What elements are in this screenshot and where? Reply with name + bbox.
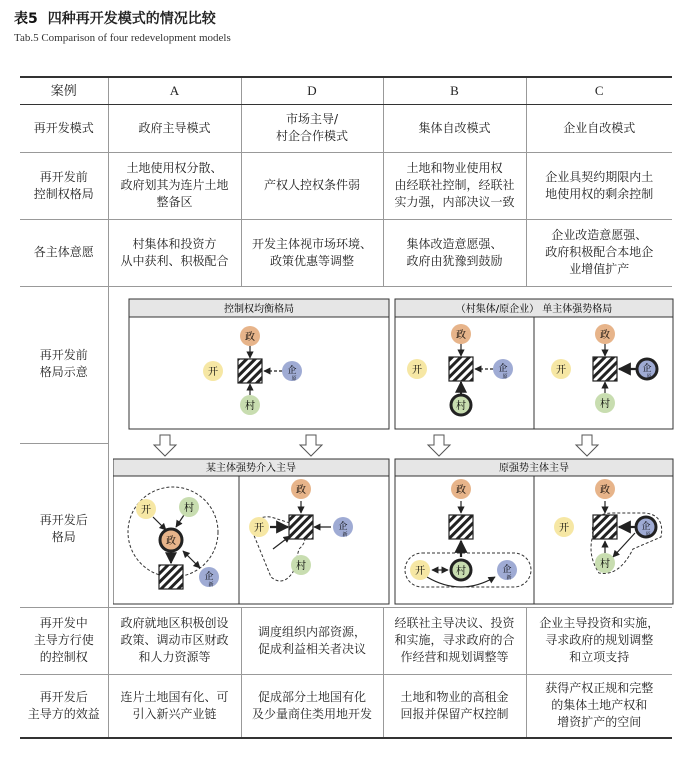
land-parcel-icon (449, 515, 473, 539)
svg-text:开: 开 (253, 522, 264, 534)
svg-text:村: 村 (455, 565, 466, 577)
svg-text:原: 原 (501, 373, 508, 380)
row-label: 再开发前 控制权格局 (20, 152, 108, 219)
svg-text:新: 新 (341, 531, 348, 538)
figure-row (20, 286, 672, 607)
land-parcel-icon (449, 357, 473, 381)
table-cell: 经联社主导决议、投资 和实施，寻求政府的合 作经营和规划调整等 (383, 607, 526, 674)
panel-title-single: （村集体/原企业） 单主体强势格局 (455, 303, 612, 315)
svg-text:开: 开 (555, 364, 566, 376)
table-cell: 政府主导模式 (108, 104, 241, 152)
svg-text:政: 政 (165, 535, 176, 547)
table-row (20, 219, 672, 286)
table-cell: 获得产权正规和完整 的集体土地产权和 增资扩产的空间 (526, 674, 672, 738)
table-cell: 土地和物业使用权 由经联社控制，经联社 实力强，内部决议一致 (383, 152, 526, 219)
figure-row-labels (20, 286, 108, 607)
table-cell: 连片土地国有化、可 引入新兴产业链 (108, 674, 241, 738)
down-arrow-icon (300, 435, 322, 456)
down-arrow-icon (428, 435, 450, 456)
land-parcel-icon (238, 359, 262, 383)
svg-text:原: 原 (645, 373, 652, 380)
table-title-cn: 四种再开发模式的情况比较 (47, 11, 216, 27)
land-parcel-icon (159, 565, 183, 589)
table-cell: 村集体和投资方 从中获利、积极配合 (108, 219, 241, 286)
table-cell: 土地使用权分散、 政府划其为连片土地 整备区 (108, 152, 241, 219)
svg-text:新: 新 (505, 574, 512, 581)
table-cell: 市场主导/ 村企合作模式 (241, 104, 383, 152)
table-cell: 产权人控权条件弱 (241, 152, 383, 219)
transition-arrows (154, 435, 598, 456)
table-cell: 调度组织内部资源， 促成利益相关者决议 (241, 607, 383, 674)
table-cell: 企业主导投资和实施， 寻求政府的规划调整 和立项支持 (526, 607, 672, 674)
header-c: C (526, 77, 672, 104)
svg-text:企: 企 (641, 363, 652, 374)
down-arrow-icon (576, 435, 598, 456)
land-parcel-icon (289, 515, 313, 539)
svg-text:政: 政 (455, 484, 466, 496)
svg-text:村: 村 (244, 400, 255, 412)
svg-text:村: 村 (295, 560, 306, 572)
svg-text:新: 新 (207, 581, 214, 588)
svg-text:村: 村 (183, 502, 194, 514)
svg-text:原: 原 (290, 375, 297, 382)
row-label: 再开发中 主导方行使 的控制权 (20, 607, 108, 674)
table-cell: 企业自改模式 (526, 104, 672, 152)
panel-title-intervention: 某主体强势介入主导 (205, 462, 296, 474)
down-arrow-icon (154, 435, 176, 456)
panel-title-balanced: 控制权均衡格局 (223, 303, 294, 315)
svg-text:村: 村 (455, 400, 466, 412)
header-case: 案例 (20, 77, 108, 104)
table-cell: 企业具契约期限内土 地使用权的剩余控制 (526, 152, 672, 219)
row-label-before: 再开发前 格局示意 (39, 347, 88, 379)
table-cell: 集体自改模式 (383, 104, 526, 152)
svg-text:企: 企 (337, 521, 348, 532)
panel-original-dominant (395, 459, 673, 604)
table-row (20, 607, 672, 674)
redevelopment-diagram (113, 287, 677, 607)
table-cell: 开发主体视市场环境、 政策优惠等调整 (241, 219, 383, 286)
svg-text:开: 开 (140, 504, 151, 516)
table-number: 表5 (14, 11, 38, 27)
svg-text:开: 开 (558, 522, 569, 534)
svg-text:村: 村 (599, 398, 610, 410)
table-cell: 政府就地区积极创设 政策、调动市区财政 和人力资源等 (108, 607, 241, 674)
svg-text:政: 政 (244, 331, 255, 343)
table-title-en: Tab.5 Comparison of four redevelopment models (14, 32, 231, 44)
land-parcel-icon (593, 515, 617, 539)
row-label: 各主体意愿 (20, 219, 108, 286)
table-cell: 促成部分土地国有化 及少量商住类用地开发 (241, 674, 383, 738)
svg-text:原: 原 (644, 531, 651, 538)
svg-text:开: 开 (207, 366, 218, 378)
svg-text:村: 村 (599, 558, 610, 570)
svg-text:企: 企 (203, 571, 214, 582)
table-cell: 集体改造意愿强、 政府由犹豫到鼓励 (383, 219, 526, 286)
svg-text:企: 企 (501, 564, 512, 575)
header-a: A (108, 77, 241, 104)
svg-text:开: 开 (411, 364, 422, 376)
comparison-table (20, 76, 672, 739)
table-cell: 土地和物业的高租金 回报并保留产权控制 (383, 674, 526, 738)
svg-text:政: 政 (599, 329, 610, 341)
table-header-row (20, 77, 672, 104)
land-parcel-icon (593, 357, 617, 381)
svg-text:政: 政 (599, 484, 610, 496)
row-label: 再开发模式 (20, 104, 108, 152)
svg-text:企: 企 (640, 521, 651, 532)
svg-text:企: 企 (286, 365, 297, 376)
panel-balanced-control (129, 299, 389, 429)
table-row (20, 152, 672, 219)
row-label-after: 再开发后 格局 (39, 512, 88, 544)
panel-single-dominant (395, 299, 673, 429)
svg-text:企: 企 (497, 363, 508, 374)
svg-text:政: 政 (295, 484, 306, 496)
svg-text:政: 政 (455, 329, 466, 341)
figure-cell (108, 286, 672, 607)
row-label: 再开发后 主导方的效益 (20, 674, 108, 738)
panel-title-original: 原强势主体主导 (498, 462, 569, 474)
table-row (20, 104, 672, 152)
table-cell: 企业改造意愿强、 政府积极配合本地企 业增值扩产 (526, 219, 672, 286)
table-row (20, 674, 672, 738)
header-b: B (383, 77, 526, 104)
header-d: D (241, 77, 383, 104)
table-caption (14, 8, 216, 28)
panel-strong-intervention (113, 459, 389, 604)
svg-text:开: 开 (414, 565, 425, 577)
